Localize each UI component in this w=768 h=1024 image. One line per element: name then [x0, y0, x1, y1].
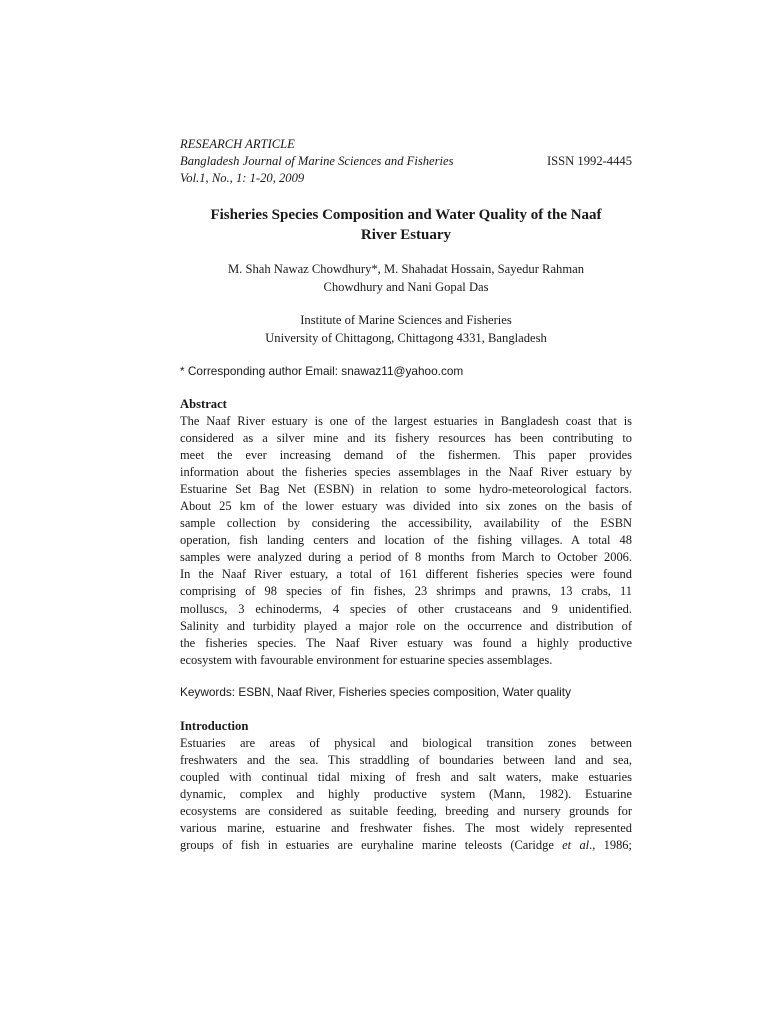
introduction-body [180, 735, 632, 854]
abstract-line: molluscs, 3 echinoderms, 4 species of other crustaceans and 9 unidentified. [180, 601, 632, 616]
authors-line: Chowdhury and Nani Gopal Das [323, 279, 489, 294]
article-type: RESEARCH ARTICLE [180, 137, 295, 151]
abstract-line: meet the ever increasing demand of the fishermen. This paper provides [180, 448, 632, 463]
volume-info: Vol.1, No., 1: 1-20, 2009 [180, 171, 305, 185]
title-line: Fisheries Species Composition and Water Quality of the Naaf [210, 207, 602, 223]
introduction-line-end: ., 1986; [589, 838, 632, 853]
abstract-line: considered as a silver mine and its fishery resources has been contributing to [180, 431, 632, 446]
abstract-line: The Naaf River estuary is one of the largest estuaries in Bangladesh coast that is [180, 414, 632, 428]
journal-name: Bangladesh Journal of Marine Sciences and Fisheries [180, 154, 454, 168]
abstract-line: Salinity and turbidity played a major role on the occurrence and distribution of [180, 618, 632, 633]
abstract-line: information about the fisheries species assemblages in the Naaf River estuary by [180, 465, 632, 480]
abstract-line: sample collection by considering the accessibility, availability of the ESBN [180, 516, 632, 531]
introduction-line: coupled with continual tidal mixing of fresh and salt waters, make estuaries [180, 770, 632, 785]
affiliation [180, 312, 632, 347]
abstract-line: comprising of 98 species of fin fishes, 23 shrimps and prawns, 13 crabs, 11 [180, 584, 632, 599]
introduction-line: Estuaries are areas of physical and biological transition zones between [180, 736, 632, 750]
paper-title [180, 205, 632, 245]
introduction-line: ecosystems are considered as suitable feeding, breeding and nursery grounds for [180, 804, 632, 819]
abstract-line: ecosystem with favourable environment for estuarine species assemblages. [180, 652, 553, 667]
abstract-line: the fisheries species. The Naaf River estuary was found a highly productive [180, 635, 632, 650]
abstract-line: About 25 km of the lower estuary was divided into six zones on the basis of [180, 499, 632, 514]
introduction-line-start: groups of fish in estuaries are euryhaline marine teleosts (Caridge [180, 838, 563, 853]
introduction-heading: Introduction [180, 719, 249, 733]
abstract-line: Estuarine Set Bag Net (ESBN) in relation to some hydro-meteorological factors. [180, 482, 632, 497]
introduction-line: dynamic, complex and highly productive system (Mann, 1982). Estuarine [180, 787, 632, 802]
keywords: Keywords: ESBN, Naaf River, Fisheries species composition, Water quality [180, 685, 571, 699]
abstract-line: samples were analyzed during a period of 8 months from March to October 2006. [180, 550, 632, 565]
authors-line: M. Shah Nawaz Chowdhury*, M. Shahadat Hossain, Sayedur Rahman [227, 262, 585, 276]
title-line: River Estuary [360, 227, 452, 243]
citation-italic: et al [562, 838, 590, 853]
introduction-line: freshwaters and the sea. This straddling of boundaries between land and sea, [180, 753, 632, 768]
introduction-line: various marine, estuarine and freshwater fishes. The most widely represented [180, 821, 632, 836]
authors [180, 261, 632, 296]
journal-header [180, 136, 632, 187]
issn: ISSN 1992-4445 [546, 154, 632, 168]
abstract-heading: Abstract [180, 397, 227, 411]
abstract-line: In the Naaf River estuary, a total of 161 different fisheries species were found [180, 567, 632, 582]
corresponding-author: * Corresponding author Email: snawaz11@yahoo.com [180, 364, 464, 378]
abstract-line: operation, fish landing centers and location of the fishing villages. A total 48 [180, 533, 632, 548]
introduction-line [180, 837, 632, 854]
affiliation-line: Institute of Marine Sciences and Fisheries [300, 313, 512, 327]
abstract-body [180, 413, 632, 669]
affiliation-line: University of Chittagong, Chittagong 4331, Bangladesh [265, 330, 547, 345]
